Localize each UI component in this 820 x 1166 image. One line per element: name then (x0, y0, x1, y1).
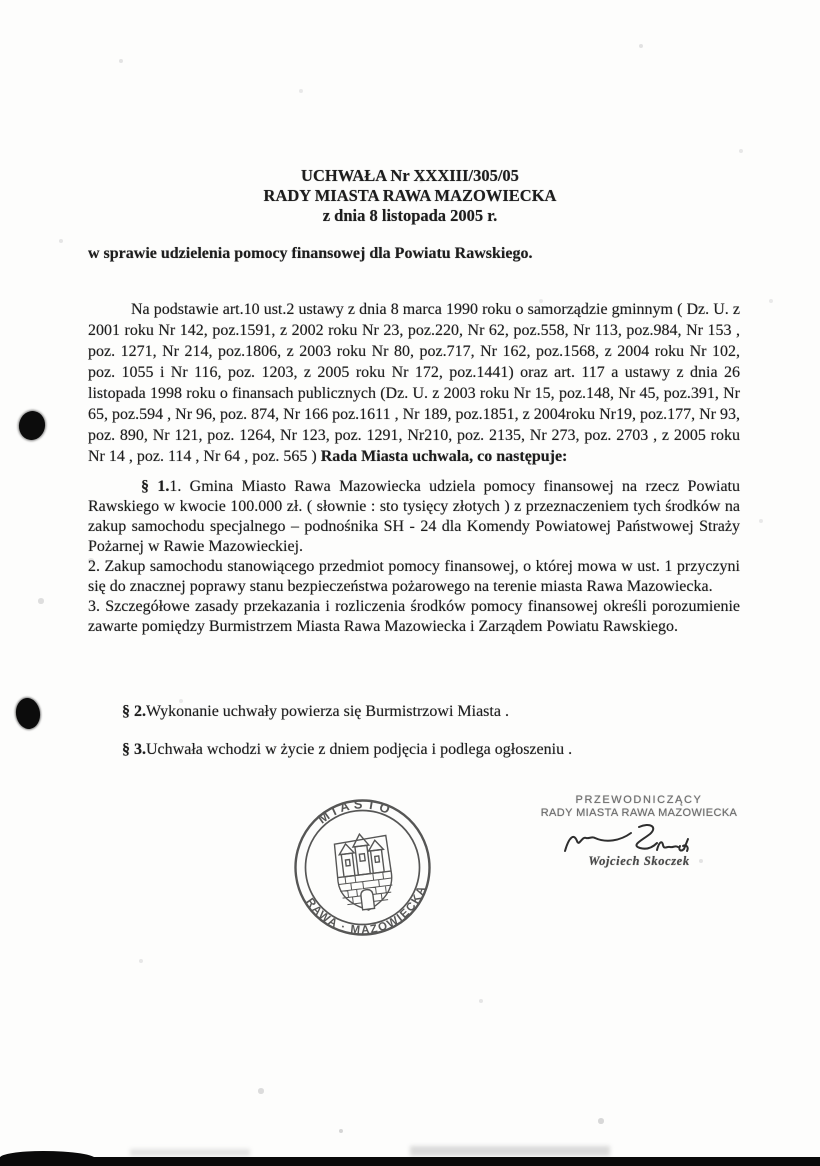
resolution-clause: Rada Miasta uchwala, co następuje: (320, 448, 568, 465)
section-3-text: Uchwała wchodzi w życie z dniem podjęcia i podlega ogłoszeniu . (146, 741, 573, 758)
coat-of-arms (333, 831, 396, 914)
section-3 (88, 739, 740, 760)
section-3-marker: § 3. (122, 741, 146, 758)
signer-name: Wojciech Skoczek (588, 854, 690, 868)
title-line-date: z dnia 8 listopada 2005 r. (322, 206, 498, 225)
legal-basis-body: Na podstawie art.10 ust.2 ustawy z dnia 8 marca 1990 roku o samorządzie gminnym ( Dz. U. z 2001 roku Nr 142, poz.1591, z 2002 roku Nr 23, poz.220, Nr 62, poz.558, Nr 113, poz.984, Nr 153 , poz. 1271, Nr 214, poz.1806, z 2003 roku Nr 80, poz.717, Nr 162, poz.1568, z 2004 roku Nr 102, poz. 1055 i Nr 116, poz. 1203, z 2005 roku Nr 172, poz.1441) oraz art. 117 a ustawy z dnia 26 listopada 1998 roku o finansach publicznych (Dz. U. z 2003 roku Nr 15, poz.148, Nr 45, poz.391, Nr 65, poz.594 , Nr 96, poz. 874, Nr 166 poz.1611 , Nr 189, poz.1851, z 2004roku Nr19, poz.177, Nr 93, poz. 890, Nr 121, poz. 1264, Nr 123, poz. 1291, Nr210, poz. 2135, Nr 273, poz. 2703 , z 2005 roku Nr 14 , poz. 114 , Nr 64 , poz. 565 ) (88, 301, 740, 465)
signer-role-line1: PRZEWODNICZĄCY (575, 794, 703, 806)
section-2-marker: § 2. (122, 703, 146, 720)
seal-outer-ring (288, 793, 437, 942)
section-1-item-2: 2. Zakup samochodu stanowiącego przedmiot pomocy finansowej, o której mowa w ust. 1 przyczyni się do znacznej poprawy stanu bezpieczeństwa pożarowego na terenie miasta Rawa Mazowiecka. (88, 558, 740, 595)
title-line-number: UCHWAŁA Nr XXXIII/305/05 (301, 166, 519, 185)
title-line-council: RADY MIASTA RAWA MAZOWIECKA (263, 186, 557, 205)
punch-hole-bottom (14, 696, 42, 730)
signature-block (538, 794, 740, 869)
seal-bottom-text: RAWA · MAZOWIECKA (303, 883, 429, 937)
section-2-text: Wykonanie uchwały powierza się Burmistrzowi Miasta . (146, 703, 509, 720)
seal-top-text: MIASTO (314, 796, 396, 827)
tower-left (338, 843, 357, 877)
document-subject: w sprawie udzielenia pomocy finansowej dla Powiatu Rawskiego. (88, 245, 533, 262)
scan-noise (0, 0, 2, 2)
section-1-item-3: 3. Szczegółowe zasady przekazania i rozliczenia środków pomocy finansowej określi porozumienie zawarte pomiędzy Burmistrzem Miasta Rawa Mazowiecka i Zarządem Powiatu Rawskiego. (88, 598, 740, 635)
scan-smudge-2 (130, 1149, 250, 1156)
city-seal-stamp (283, 788, 442, 947)
section-1-item-1 (88, 477, 740, 557)
signer-role-line2: RADY MIASTA RAWA MAZOWIECKA (540, 807, 738, 819)
gate (360, 889, 374, 910)
legal-basis-paragraph (88, 299, 740, 467)
section-2 (88, 701, 740, 722)
document-title-block (85, 166, 735, 226)
section-1-marker: § 1. (141, 478, 170, 495)
scan-smudge (410, 1146, 610, 1156)
legal-basis-text (88, 299, 740, 467)
section-1-item-1-text: 1. Gmina Miasto Rawa Mazowiecka udziela pomocy finansowej na rzecz Powiatu Rawskiego w kwocie 100.000 zł. ( słownie : sto tysięcy złotych ) z przeznaczeniem tych środków na zakup samochodu specjalnego – podnośnika SH - 24 dla Komendy Powiatowej Państwowej Straży Pożarnej w Rawie Mazowieckiej. (88, 478, 740, 555)
punch-hole-top (16, 409, 47, 443)
svg-text:MIASTO (313, 792, 397, 828)
section-1 (88, 477, 740, 637)
scan-bottom-edge (0, 1157, 820, 1166)
